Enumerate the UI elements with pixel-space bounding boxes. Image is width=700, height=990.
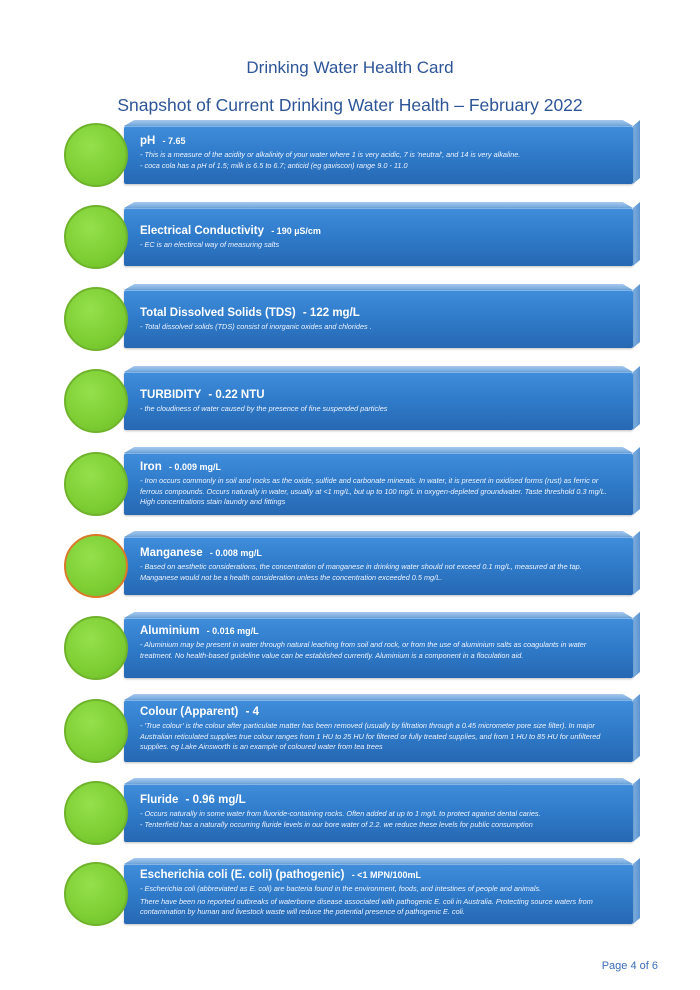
parameter-name: Escherichia coli (E. coli) (pathogenic): [140, 869, 345, 881]
status-circle: [64, 205, 128, 269]
status-circle: [64, 699, 128, 763]
parameter-name: pH: [140, 135, 156, 147]
parameter-description: - Total dissolved solids (TDS) consist of inorganic oxides and chlorides .: [140, 322, 372, 331]
status-circle: [64, 781, 128, 845]
parameter-description: - This is a measure of the acidity or alkalinity of your water where 1 is very acidic, 7 is 'neutral', and 14 is very alkaline.: [140, 150, 521, 159]
parameter-description: - Iron occurs commonly in soil and rocks as the oxide, sulfide and carbonate minerals. In water, it is present in oxidised forms (rust) as ferric or ferrous compounds. Occurs naturally in water, usually at <1 mg/L, but up to 100 mg/L in oxygen-depleted groundwater. Taste threshold 0.3 mg/L. High concentrations stain laundry and fittings: [140, 476, 607, 506]
parameter-value: - 4: [245, 706, 260, 718]
parameter-description: There have been no reported outbreaks of waterborne disease associated with pathogenic E. coli in Australia. Protecting source waters from contamination by human and livestock waste will reduce the potential presence of pathogenic E. coli.: [140, 896, 593, 916]
parameter-description: - Occurs naturally in some water from fluoride-containing rocks. Often added at up to 1 mg/L to protect against dental caries.: [140, 809, 541, 818]
parameter-name: Manganese: [140, 547, 203, 559]
parameter-value: - 0.009 mg/L: [168, 462, 221, 472]
parameter-description: - 'True colour' is the colour after particulate matter has been removed (usually by filtration through a 0.45 micrometer pore size filter). In major Australian reticulated supplies true colour ranges from 1 HU to 25 HU for filtered or fully treated supplies, and from 1 HU to 85 HU for unfiltered supplies. eg Lake Ainsworth is an example of coloured water from tea trees: [140, 721, 601, 751]
parameter-value: - 190 µS/cm: [271, 226, 321, 236]
status-circle: [64, 862, 128, 926]
parameter-name: Aluminium: [140, 625, 200, 637]
card-e-coli: [70, 864, 633, 924]
status-circle: [64, 287, 128, 351]
card-iron: [70, 453, 633, 515]
parameter-name: TURBIDITY: [140, 389, 202, 401]
parameter-name: Electrical Conductivity: [140, 225, 264, 237]
parameter-description: - Aluminium may be present in water through natural leaching from soil and rock, or from the use of aluminium salts as coagulants in water treatment. No health-based guideline value can be established currently. Aluminium is a component in a floculation aid.: [140, 640, 587, 660]
status-circle: [64, 452, 128, 516]
parameter-description: - coca cola has a pH of 1.5; milk is 6.5 to 6.7; anticid (eg gaviscon) range 9.0 - 11.0: [140, 160, 408, 170]
card-ph: [70, 126, 633, 184]
parameter-value: - 0.96 mg/L: [185, 794, 246, 806]
status-circle: [64, 123, 128, 187]
card-turbidity: [70, 372, 633, 430]
document-title: Drinking Water Health Card: [246, 58, 454, 77]
card-tds: [70, 290, 633, 348]
card-electrical-conductivity: [70, 208, 633, 266]
card-colour: [70, 700, 633, 762]
card-fluride: [70, 784, 633, 842]
card-manganese: [70, 537, 633, 595]
parameter-value: - 0.22 NTU: [208, 389, 265, 401]
parameter-description: - Escherichia coli (abbreviated as E. coli) are bacteria found in the environment, foods, and intestines of people and animals.: [140, 884, 542, 893]
parameter-description: - Based on aesthetic considerations, the concentration of manganese in drinking water should not exceed 0.1 mg/L, measured at the tap. Manganese would not be a health consideration unless the concentration exceeded 0.5 mg/L.: [140, 562, 582, 582]
parameter-value: - <1 MPN/100mL: [351, 870, 421, 880]
parameter-name: Colour (Apparent): [140, 706, 239, 718]
parameter-description: - EC is an electircal way of measuring salts: [140, 240, 280, 249]
parameter-description: - Tenterfield has a naturally occurring fluride levels in our bore water of 2.2. we reduce these levels for public consumption: [140, 819, 533, 829]
status-circle: [64, 369, 128, 433]
status-circle: [64, 534, 128, 598]
parameter-value: - 0.016 mg/L: [206, 626, 259, 636]
status-circle: [64, 616, 128, 680]
document-subtitle: Snapshot of Current Drinking Water Health – February 2022: [117, 95, 583, 115]
parameter-name: Iron: [140, 461, 162, 473]
parameter-name: Fluride: [140, 794, 179, 806]
page-number: Page 4 of 6: [601, 960, 658, 972]
parameter-value: - 122 mg/L: [302, 307, 360, 319]
parameter-value: - 0.008 mg/L: [209, 548, 262, 558]
parameter-name: Total Dissolved Solids (TDS): [140, 307, 296, 319]
card-aluminium: [70, 618, 633, 678]
parameter-value: - 7.65: [162, 136, 186, 146]
parameter-description: - the cloudiness of water caused by the presence of fine suspended particles: [140, 404, 388, 413]
